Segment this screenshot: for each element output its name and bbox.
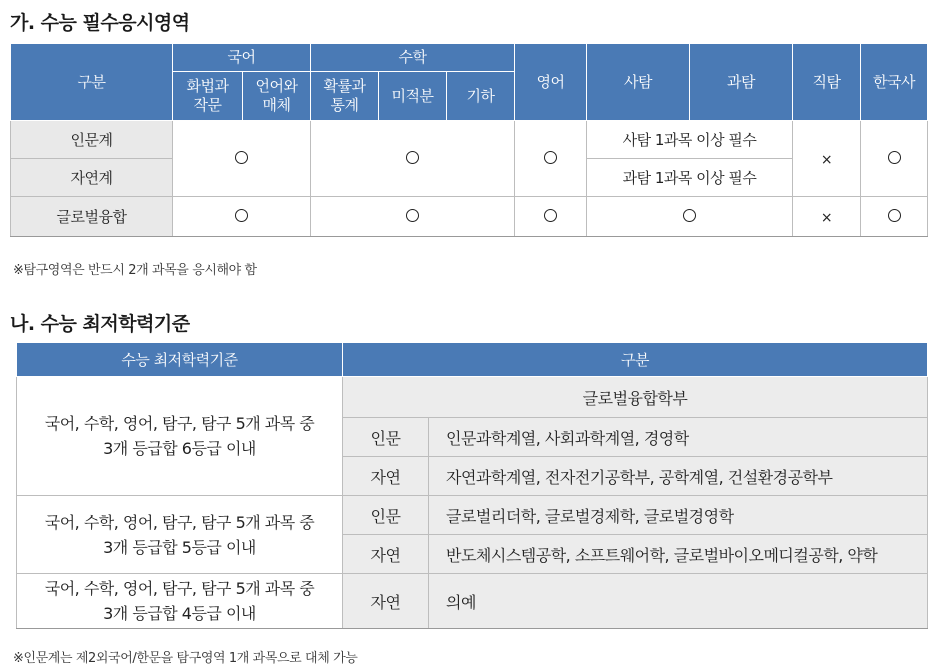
korean-mark-2 xyxy=(173,197,311,237)
section2-note: ※인문계는 제2외국어/한문을 탐구영역 1개 과목으로 대체 가능 xyxy=(13,651,358,666)
majors: 글로벌리더학, 글로벌경제학, 글로벌경영학 xyxy=(429,496,928,535)
header-korean-sub-1: 화법과 작문 xyxy=(173,72,243,121)
criteria-2: 국어, 수학, 영어, 탐구, 탐구 5개 과목 중 3개 등급합 5등급 이내 xyxy=(17,496,343,574)
korean-mark-1 xyxy=(173,121,311,197)
header-gubun: 구분 xyxy=(11,44,173,121)
vocational-mark-2 xyxy=(793,197,861,237)
header-gubun-2: 구분 xyxy=(343,343,928,377)
header-science: 과탐 xyxy=(690,44,793,121)
row-label-humanities: 인문계 xyxy=(11,121,173,159)
row-label-global: 글로벌융합 xyxy=(11,197,173,237)
majors: 자연과학계열, 전자전기공학부, 공학계열, 건설환경공학부 xyxy=(429,457,928,496)
section1-note: ※탐구영역은 반드시 2개 과목을 응시해야 함 xyxy=(13,263,257,278)
history-mark-1 xyxy=(861,121,928,197)
circle-mark xyxy=(683,209,696,222)
math-mark-1 xyxy=(311,121,515,197)
header-english: 영어 xyxy=(515,44,587,121)
track-type: 자연 xyxy=(343,457,429,496)
track-type: 인문 xyxy=(343,496,429,535)
track-type: 자연 xyxy=(343,535,429,574)
circle-mark xyxy=(888,209,901,222)
header-korean-sub-2: 언어와 매체 xyxy=(243,72,311,121)
group-title: 글로벌융합학부 xyxy=(343,377,928,418)
circle-mark xyxy=(544,151,557,164)
minimum-criteria-table xyxy=(16,342,928,629)
header-korean: 국어 xyxy=(173,44,311,72)
criteria-1: 국어, 수학, 영어, 탐구, 탐구 5개 과목 중 3개 등급합 6등급 이내 xyxy=(17,377,343,496)
header-math-sub-3: 기하 xyxy=(447,72,515,121)
majors: 의예 xyxy=(429,574,928,629)
row-label-natural: 자연계 xyxy=(11,159,173,197)
vocational-mark-1 xyxy=(793,121,861,197)
header-math: 수학 xyxy=(311,44,515,72)
criteria-3: 국어, 수학, 영어, 탐구, 탐구 5개 과목 중 3개 등급합 4등급 이내 xyxy=(17,574,343,629)
header-history: 한국사 xyxy=(861,44,928,121)
circle-mark xyxy=(544,209,557,222)
math-mark-2 xyxy=(311,197,515,237)
science-requirement: 과탐 1과목 이상 필수 xyxy=(587,159,793,197)
header-criteria: 수능 최저학력기준 xyxy=(17,343,343,377)
header-math-sub-1: 확률과 통계 xyxy=(311,72,379,121)
history-mark-2 xyxy=(861,197,928,237)
circle-mark xyxy=(235,209,248,222)
required-subjects-table xyxy=(10,43,928,237)
english-mark-2 xyxy=(515,197,587,237)
majors: 인문과학계열, 사회과학계열, 경영학 xyxy=(429,418,928,457)
section1-title: 가. 수능 필수응시영역 xyxy=(10,12,190,34)
circle-mark xyxy=(406,209,419,222)
track-type: 자연 xyxy=(343,574,429,629)
header-social: 사탐 xyxy=(587,44,690,121)
majors: 반도체시스템공학, 소프트웨어학, 글로벌바이오메디컬공학, 약학 xyxy=(429,535,928,574)
social-requirement: 사탐 1과목 이상 필수 xyxy=(587,121,793,159)
cross-mark: × xyxy=(820,151,833,168)
circle-mark xyxy=(406,151,419,164)
cross-mark: × xyxy=(820,209,833,226)
circle-mark xyxy=(235,151,248,164)
circle-mark xyxy=(888,151,901,164)
inquiry-mark-2 xyxy=(587,197,793,237)
header-vocational: 직탐 xyxy=(793,44,861,121)
section2-title: 나. 수능 최저학력기준 xyxy=(10,313,190,335)
header-math-sub-2: 미적분 xyxy=(379,72,447,121)
english-mark-1 xyxy=(515,121,587,197)
track-type: 인문 xyxy=(343,418,429,457)
